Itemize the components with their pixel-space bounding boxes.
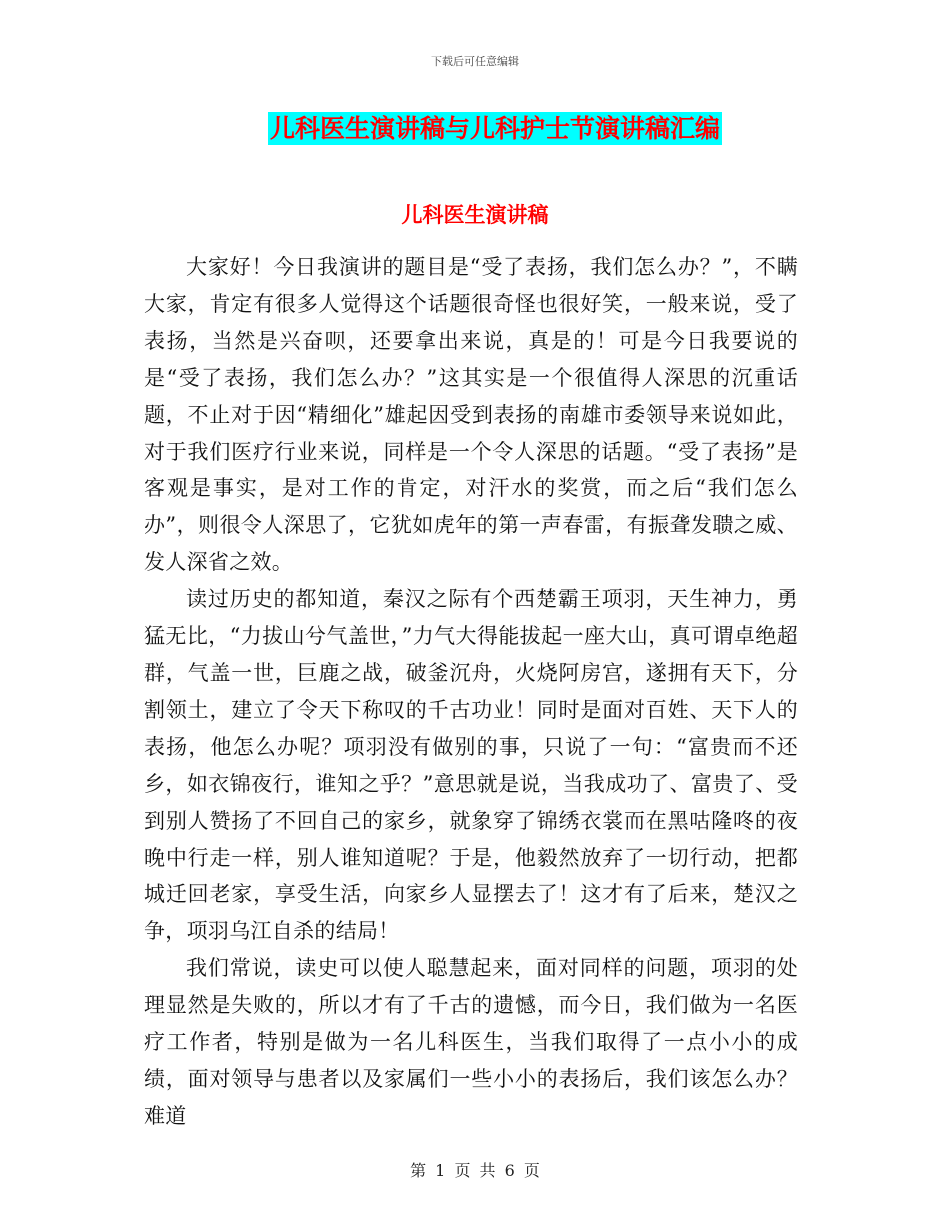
paragraph: 我们常说，读史可以使人聪慧起来，面对同样的问题，项羽的处理显然是失败的，所以才有了千古的遗憾，而今日，我们做为一名医疗工作者，特别是做为一名儿科医生，当我们取得了一点小小的成绩，面对领导与患者以及家属们一些小小的表扬后，我们该怎么办？难道 (144, 956, 798, 1128)
document-title-text: 儿科医生演讲稿与儿科护士节演讲稿汇编 (269, 114, 720, 143)
page-header-note: 下载后可任意编辑 (431, 55, 519, 68)
section-title: 儿科医生演讲稿 (401, 203, 549, 227)
page-number-footer: 第 1 页 共 6 页 (410, 1161, 540, 1180)
paragraph: 大家好！今日我演讲的题目是“受了表扬，我们怎么办？”，不瞒大家，肯定有很多人觉得这个话题很奇怪也很好笑，一般来说，受了表扬，当然是兴奋呗，还要拿出来说，真是的！可是今日我要说的是“受了表扬，我们怎么办？”这其实是一个很值得人深思的沉重话题，不止对于因“精细化”雄起因受到表扬的南雄市委领导来说如此，对于我们医疗行业来说，同样是一个令人深思的话题。“受了表扬”是客观是事实，是对工作的肯定，对汗水的奖赏，而之后“我们怎么办”，则很令人深思了，它犹如虎年的第一声春雷，有振聋发聩之威、发人深省之效。 (144, 255, 798, 575)
document-title (0, 110, 950, 151)
document-body (144, 249, 798, 1135)
paragraph: 读过历史的都知道，秦汉之际有个西楚霸王项羽，天生神力，勇猛无比，“力拔山兮气盖世，”力气大得能拔起一座大山，真可谓卓绝超群，气盖一世，巨鹿之战，破釜沉舟，火烧阿房宫，遂拥有天下，分割领土，建立了令天下称叹的千古功业！同时是面对百姓、天下人的表扬，他怎么办呢？项羽没有做别的事，只说了一句：“富贵而不还乡，如衣锦夜行，谁知之乎？”意思就是说，当我成功了、富贵了、受到别人赞扬了不回自己的家乡，就象穿了锦绣衣裳而在黑咕隆咚的夜晚中行走一样，别人谁知道呢？于是，他毅然放弃了一切行动，把都城迁回老家，享受生活，向家乡人显摆去了！这才有了后来，楚汉之争，项羽乌江自杀的结局！ (144, 587, 798, 944)
